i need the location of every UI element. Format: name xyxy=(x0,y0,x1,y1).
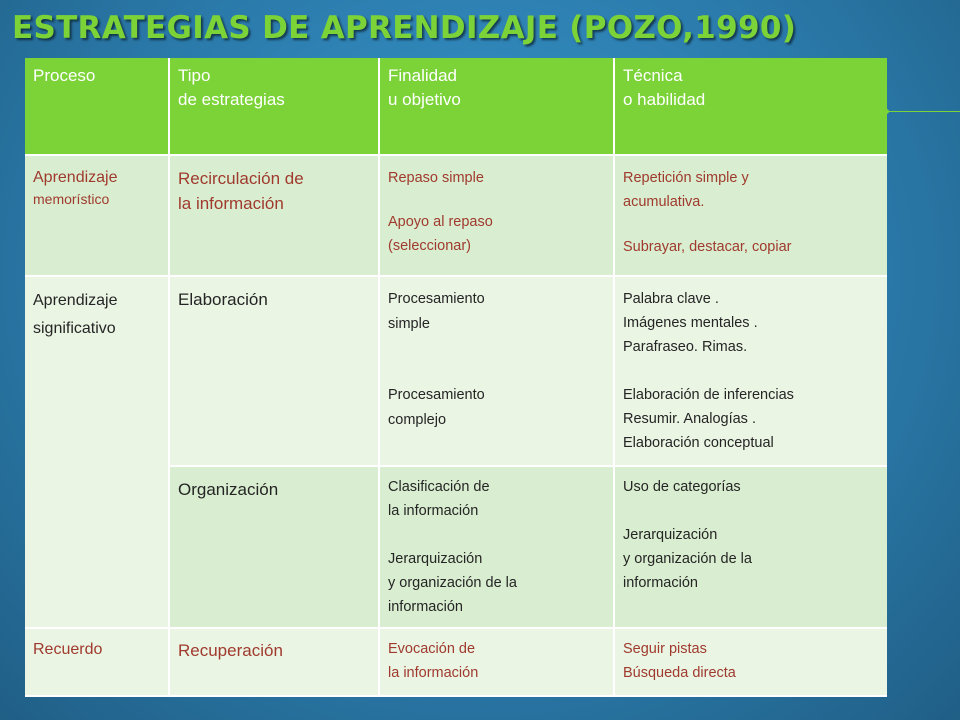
table-row-memoristico xyxy=(25,155,887,276)
cell-finalidad: Evocación de la información xyxy=(379,628,614,696)
header-tecnica: Técnica o habilidad xyxy=(614,58,887,155)
cell-tecnica: Repetición simple y acumulativa. Subrayar, destacar, copiar xyxy=(614,155,887,276)
cell-tecnica: Palabra clave . Imágenes mentales . Parafraseo. Rimas. Elaboración de inferencias Resumir. Analogías . Elaboración conceptual xyxy=(614,276,887,466)
header-finalidad: Finalidad u objetivo xyxy=(379,58,614,155)
header-proceso: Proceso xyxy=(25,58,169,155)
cell-tipo: Elaboración xyxy=(169,276,379,466)
strategies-table xyxy=(25,58,887,697)
cell-tipo: Recuperación xyxy=(169,628,379,696)
cell-tecnica: Uso de categorías Jerarquización y organización de la información xyxy=(614,466,887,628)
cell-proceso: Aprendizaje significativo xyxy=(25,276,169,628)
slide-title: ESTRATEGIAS DE APRENDIZAJE (POZO,1990) xyxy=(12,10,797,46)
cell-finalidad: Clasificación de la información Jerarquización y organización de la información xyxy=(379,466,614,628)
cell-proceso: Recuerdo xyxy=(25,628,169,696)
table-row-elaboracion xyxy=(25,276,887,466)
proceso-main: Aprendizaje xyxy=(33,169,118,186)
cell-proceso xyxy=(25,155,169,276)
cell-tipo: Organización xyxy=(169,466,379,628)
header-tipo: Tipo de estrategias xyxy=(169,58,379,155)
cell-finalidad: Procesamiento simple Procesamiento complejo xyxy=(379,276,614,466)
proceso-sub: memorístico xyxy=(33,191,110,207)
table-row-recuerdo xyxy=(25,628,887,696)
cell-tipo: Recirculación de la información xyxy=(169,155,379,276)
table-header-row xyxy=(25,58,887,155)
cell-finalidad: Repaso simple Apoyo al repaso (seleccionar) xyxy=(379,155,614,276)
cell-tecnica: Seguir pistas Búsqueda directa xyxy=(614,628,887,696)
title-accent-line xyxy=(887,111,960,112)
